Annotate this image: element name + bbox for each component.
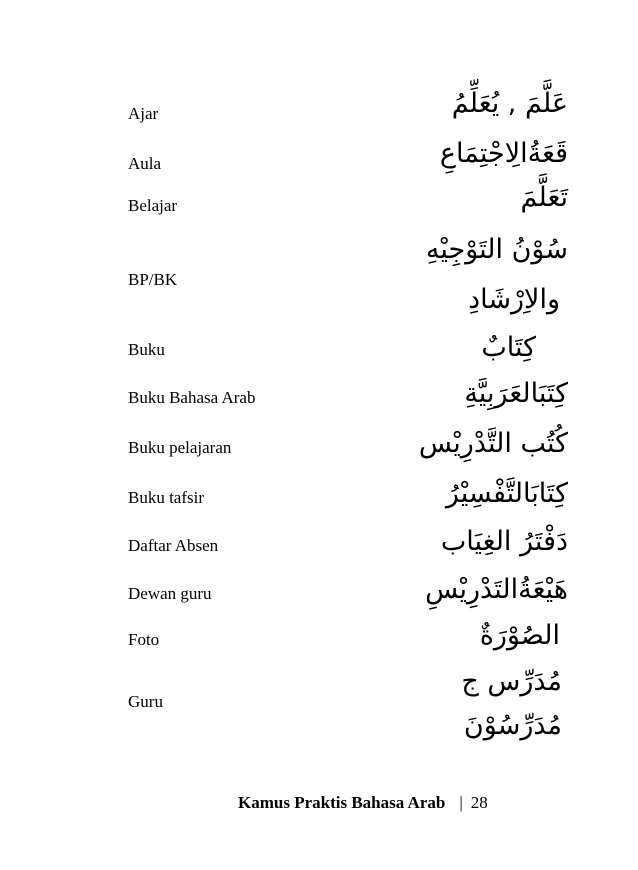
entry-term: BP/BK <box>128 270 178 289</box>
entry-arabic-line-2: والاِرْشَادِ <box>468 284 560 315</box>
entry-arabic: دَفْتَرُ الغِيَاب <box>440 526 568 557</box>
entry-arabic: كِتَابَالتَّفْسِيْرُ <box>445 478 568 509</box>
entry-term: Buku pelajaran <box>128 438 232 457</box>
entry-term: Dewan guru <box>128 584 212 603</box>
entry-term: Belajar <box>128 196 178 215</box>
entry-arabic: عَلَّمَ , يُعَلِّمُ <box>451 88 568 119</box>
entry-arabic: هَيْعَةُالتَدْرِيْسِ <box>425 574 568 605</box>
page-number: 28 <box>470 793 488 812</box>
entry-term: Buku <box>128 340 165 359</box>
book-title: Kamus Praktis Bahasa Arab <box>238 793 446 812</box>
entry-term: Ajar <box>128 104 159 123</box>
entry-term: Buku tafsir <box>128 488 205 507</box>
entry-term: Guru <box>128 692 163 711</box>
entry-arabic: مُدَرِّس ج <box>461 666 562 697</box>
entry-term: Buku Bahasa Arab <box>128 388 256 407</box>
entry-arabic: سُوْنُ التَوْجِيْهِ <box>425 234 568 265</box>
entry-term: Aula <box>128 154 162 173</box>
page-footer <box>238 792 488 814</box>
entry-arabic: كُتُب التَّدْرِيْس <box>418 428 568 459</box>
entry-arabic-line-2: مُدَرِّسُوْنَ <box>463 710 562 741</box>
entry-arabic: قَعَةُالِاجْتِمَاعِ <box>439 138 568 169</box>
entry-term: Daftar Absen <box>128 536 219 555</box>
entry-arabic: كِتَابٌ <box>481 332 536 363</box>
entry-arabic: كِتَبَالعَرَبِيَّةِ <box>464 378 568 409</box>
footer-separator: | <box>459 793 463 812</box>
entry-term: Foto <box>128 630 160 649</box>
entry-arabic: تَعَلَّمَ <box>520 182 568 213</box>
entry-arabic: الصُوْرَةٌ <box>479 620 560 651</box>
